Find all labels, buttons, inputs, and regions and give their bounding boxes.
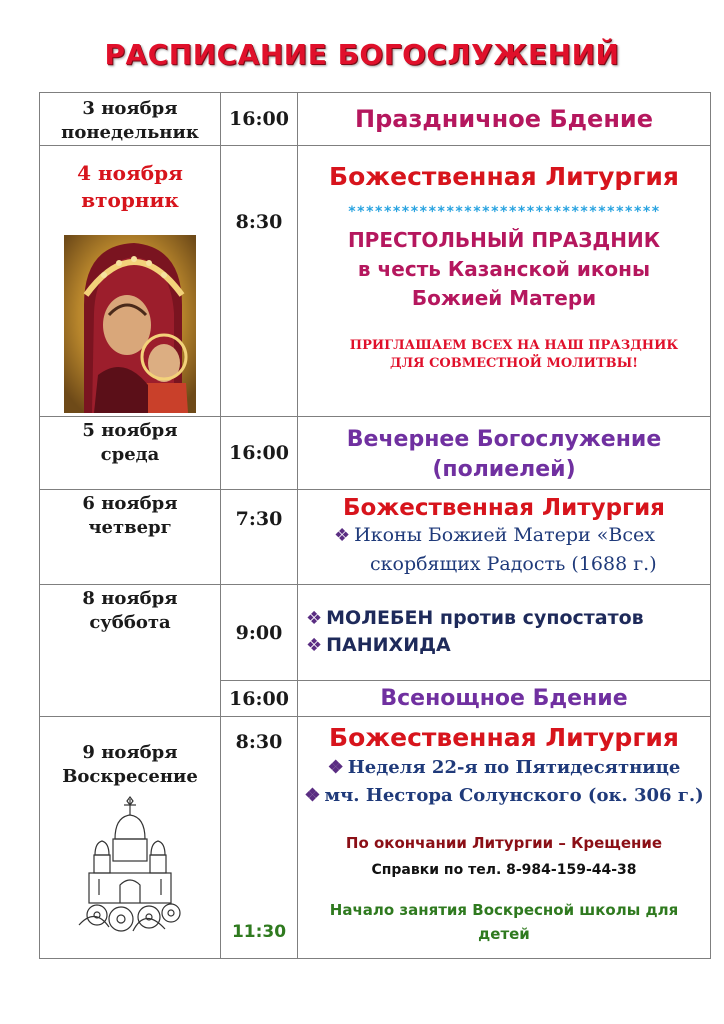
service-cell — [298, 417, 711, 490]
time: 16:00 — [229, 108, 289, 130]
date: 5 ноября — [82, 420, 178, 441]
bullet-icon: ❖ — [306, 635, 323, 656]
date-cell — [40, 717, 221, 959]
time: 7:30 — [235, 508, 283, 530]
time-cell — [221, 93, 298, 146]
service-cell — [298, 490, 711, 585]
service-item — [298, 754, 710, 782]
date-cell — [40, 585, 221, 717]
service-cell — [298, 93, 711, 146]
service-item-text: Неделя 22-я по Пятидесятнице — [347, 757, 681, 778]
weekday: понедельник — [61, 122, 199, 143]
time-cell — [221, 681, 298, 717]
service-cell — [298, 585, 711, 681]
school-note — [298, 898, 710, 946]
date: 9 ноября — [82, 742, 178, 763]
service-item-text: ПАНИХИДА — [326, 634, 451, 656]
stars-divider: *********************************** — [347, 204, 661, 220]
service-title: Божественная Литургия — [329, 162, 679, 191]
weekday: Воскресение — [62, 766, 198, 787]
note-text: Иконы Божией Матери «Всех — [354, 524, 655, 546]
school-line: Начало занятия Воскресной школы для — [329, 901, 679, 919]
date: 4 ноября — [77, 161, 183, 185]
page-title: РАСПИСАНИЕ БОГОСЛУЖЕНИЙ — [104, 38, 620, 71]
date-cell — [40, 490, 221, 585]
bullet-icon: ❖ — [327, 757, 344, 778]
feast-line: ПРЕСТОЛЬНЫЙ ПРАЗДНИК — [347, 228, 661, 252]
note-line-2: скорбящих Радость (1688 г.) — [370, 553, 657, 575]
feast-announcement — [298, 226, 710, 313]
date: 6 ноября — [82, 493, 178, 514]
time: 9:00 — [235, 621, 283, 644]
time-cell — [221, 717, 298, 959]
baptism-note: По окончании Литургии – Крещение — [345, 834, 663, 852]
date-cell — [40, 146, 221, 417]
service-cell — [298, 146, 711, 417]
invite-line: ПРИГЛАШАЕМ ВСЕХ НА НАШ ПРАЗДНИК — [349, 338, 679, 353]
date-cell — [40, 417, 221, 490]
service-notes — [298, 754, 710, 810]
time-cell — [221, 146, 298, 417]
cathedral-drawing — [75, 795, 185, 935]
time-cell — [221, 490, 298, 585]
time-cell — [221, 417, 298, 490]
time-secondary: 11:30 — [231, 922, 287, 942]
table-row — [40, 417, 711, 490]
service-title: Всенощное Бдение — [380, 686, 628, 711]
date: 3 ноября — [82, 98, 178, 119]
weekday: вторник — [81, 188, 179, 212]
date: 8 ноября — [82, 588, 178, 609]
service-cell — [298, 717, 711, 959]
feast-line: в честь Казанской иконы — [357, 257, 651, 281]
table-row — [40, 717, 711, 959]
phone-note: Справки по тел. 8-984-159-44-38 — [371, 862, 637, 878]
weekday: среда — [100, 444, 160, 465]
weekday: суббота — [89, 612, 171, 633]
date-cell — [40, 93, 221, 146]
bullet-icon: ❖ — [334, 525, 351, 546]
bullet-icon: ❖ — [304, 785, 321, 806]
service-title: Божественная Литургия — [343, 495, 665, 521]
time: 8:30 — [235, 731, 283, 753]
note-line-1 — [334, 521, 710, 550]
service-item — [306, 632, 710, 659]
time: 16:00 — [229, 442, 289, 464]
service-cell — [298, 681, 711, 717]
bullet-icon: ❖ — [306, 608, 323, 629]
table-row — [40, 93, 711, 146]
table-row — [40, 490, 711, 585]
service-item — [298, 782, 710, 810]
feast-line: Божией Матери — [411, 286, 597, 310]
feast-note — [298, 521, 710, 578]
invitation — [298, 337, 710, 373]
time: 8:30 — [235, 211, 283, 233]
kazan-icon-image — [64, 235, 196, 413]
schedule-table — [39, 92, 711, 959]
school-line: детей — [478, 925, 530, 943]
invite-line: ДЛЯ СОВМЕСТНОЙ МОЛИТВЫ! — [390, 356, 638, 371]
service-item — [306, 605, 710, 632]
service-title: Праздничное Бдение — [355, 105, 653, 133]
service-item-text: МОЛЕБЕН против супостатов — [326, 607, 644, 629]
time: 16:00 — [229, 687, 289, 710]
service-item-text: мч. Нестора Солунского (ок. 306 г.) — [324, 785, 704, 806]
time-cell — [221, 585, 298, 681]
table-row — [40, 585, 711, 681]
service-title: Божественная Литургия — [329, 723, 679, 752]
weekday: четверг — [88, 517, 172, 538]
table-row — [40, 146, 711, 417]
service-subtitle: (полиелей) — [432, 457, 576, 482]
service-title: Вечернее Богослужение — [346, 427, 662, 452]
